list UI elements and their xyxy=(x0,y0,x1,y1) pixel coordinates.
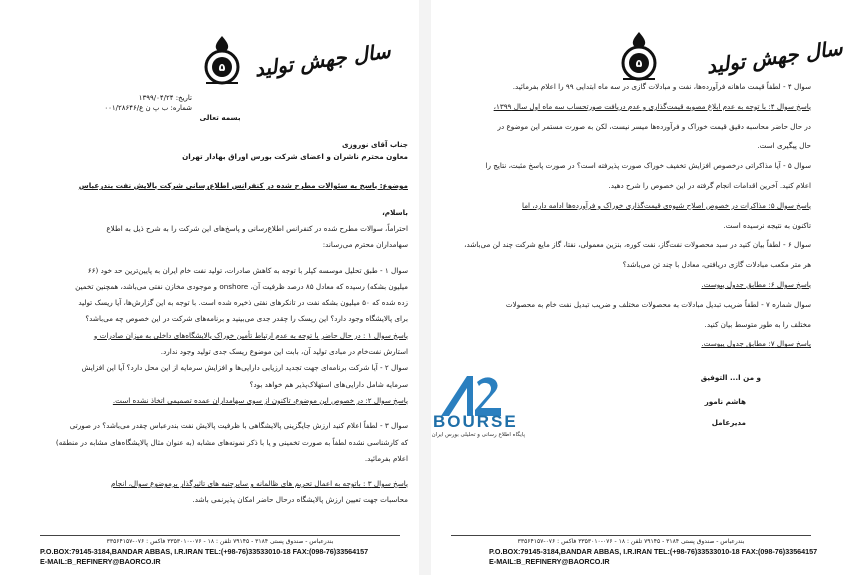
body-line: سوال شماره ۷ - لطفاً ضریب تبدیل مبادلات به محصولات مختلف و ضریب تبدیل نفت خام به محصولات xyxy=(505,299,811,309)
footer-po-box: P.O.BOX:79145-3184,BANDAR ABBAS, I.R.IRAN TEL:(+98-76)33533010-18 FAX:(098-76)33564157 xyxy=(40,547,369,556)
letter-number: شماره: ب پ ن ع/۰۰۱/۲۸۶۴۶ xyxy=(104,104,192,112)
svg-text:۵: ۵ xyxy=(635,57,643,70)
body-line: سوال ۳ - لطفاً اعلام کنید ارزش جایگزینی پالایشگاهی با ظرفیت پالایش نفت بندرعباس چقدر می‌باشد؟ در صورتی xyxy=(69,421,408,431)
body-line: پاسخ سوال ۶: مطابق جدول پیوست. xyxy=(701,280,811,289)
bourse-caption: پایگاه اطلاع رسانی و تحلیلی بورس ایران xyxy=(431,432,525,438)
body-line: تاکنون به نتیجه نرسیده است. xyxy=(723,220,811,230)
body-line: مختلف را به طور متوسط بیان کنید. xyxy=(704,319,811,329)
body-line: هر متر مکعب مبادلات گازی دریافتی، معادل با چند تن می‌باشد؟ xyxy=(622,260,811,270)
body-line: اعلام بفرمائید. xyxy=(364,453,408,463)
body-line: که کارشناسی نشده لطفاً به صورت تخمینی و یا با ذکر نمونه‌های مشابه (به عنوان مثال پالایشگاه‌های مشابه در منطقه) xyxy=(55,437,408,447)
addressee-name: جناب آقای نوروزی xyxy=(341,140,408,149)
body-line: سوال ۱ - طبق تحلیل موسسه کپلر با توجه به کاهش صادرات، تولید نفت خام ایران به پایین‌ترین حد خود (۶۶ xyxy=(87,265,408,275)
letter-page-1 xyxy=(20,0,419,575)
body-line: سهامداران محترم می‌رساند: xyxy=(322,240,408,250)
greeting: باسلام، xyxy=(382,208,408,217)
body-line: پاسخ سوال ۳ : باتوجه به اعمال تحریم های ظالمانه و سایرجنبه های تاثیرگذار برموضوع سوال، انجام xyxy=(111,479,408,489)
body-line: سوال ۵ - آیا مذاکراتی درخصوص افزایش تخفیف خوراک صورت پذیرفته است؟ در صورت پاسخ مثبت، نتایج را xyxy=(485,161,811,171)
footer-divider xyxy=(40,535,400,536)
body-line: زده شده که ۵۰ میلیون بشکه نفت در تانکرهای نفتی ذخیره شده است. با توجه به این گزارش‌ها، آیا ریسک تولید xyxy=(78,298,408,308)
letter-page-2 xyxy=(431,0,844,575)
footer-persian-address: بندرعباس - صندوق پستی ۳۱۸۴ - ۷۹۱۴۵ تلفن : ۱۸ - ۰۷۶-۳۳۵۳۰۱۰ فاکس : ۰۷۶-۳۳۵۶۴۱۵۷ xyxy=(106,538,334,545)
slogan-logo-text: سال جهش تولید xyxy=(252,38,392,82)
footer-po-box: P.O.BOX:79145-3184,BANDAR ABBAS, I.R.IRAN TEL:(+98-76)33533010-18 FAX:(098-76)33564157 xyxy=(489,547,818,556)
refinery-emblem-icon xyxy=(200,34,244,86)
page-gutter xyxy=(419,0,431,575)
body-line: پاسخ سوال ۲: در خصوص این موضوع، تاکنون از سوی سهامداران عمده تصمیمی اتخاذ نشده است. xyxy=(112,395,408,405)
refinery-emblem-icon xyxy=(617,30,661,82)
footer-divider xyxy=(451,535,811,536)
body-line: احتراماً، سوالات مطرح شده در کنفرانس اطلاع‌رسانی و پاسخ‌های این شرکت را به شرح ذیل به اطلاع xyxy=(106,224,408,233)
body-line: سوال ۶ - لطفاً بیان کنید در سبد محصولات نفت‌گاز، نفت کوره، بنزین معمولی، نفتا، گاز مایع شرکت چند لن می‌باشد، xyxy=(464,240,811,250)
body-line: پاسخ سوال ۱ : در حال حاضر با توجه به عدم ارتباط تأمین خوراک پالایشگاه‌های داخلی به میزان صادرات و xyxy=(93,330,408,340)
body-line: پاسخ سوال ۵: مذاکرات در خصوص اصلاح شیوه‌ی قیمت‌گذاری خوراک و فرآورده‌ها ادامه دارد، اما xyxy=(522,200,811,210)
slogan-logo-text: سال جهش تولید xyxy=(704,35,844,79)
body-line: میلیون بشکه) رسیده که معادل ۸۵ درصد ظرفیت آن، onshore و موجودی مخازن نفتی می‌باشد، همچنین تخمین xyxy=(75,281,408,291)
body-line: استارش نفت‌خام در مبادی تولید آن، بابت این موضوع ریسک جدی تولید وجود ندارد. xyxy=(160,347,408,357)
body-line: پاسخ سوال ۷: مطابق جدول پیوست. xyxy=(701,339,811,349)
body-line: محاسبات جهت تعیین ارزش پالایشگاه درحال حاضر امکان پذیرنمی باشد. xyxy=(192,495,408,505)
body-line: سوال ۴ - لطفاً قیمت ماهانه فرآورده‌ها، نفت و مبادلات گازی در سه ماه ابتدایی ۹۹ را اعلام بفرمائید. xyxy=(512,82,811,91)
signer-name: هاشم نامور xyxy=(704,397,746,406)
footer-persian-address: بندرعباس - صندوق پستی ۳۱۸۴ - ۷۹۱۴۵ تلفن : ۱۸ - ۰۷۶-۳۳۵۳۰۱۰ فاکس : ۰۷۶-۳۳۵۶۴۱۵۷ xyxy=(517,538,745,545)
svg-text:۵: ۵ xyxy=(218,61,226,74)
footer-email: E-MAIL:B_REFINERY@BAORCO.IR xyxy=(40,557,161,566)
body-line: پاسخ سوال ۴: با توجه به عدم ابلاغ مصوبه قیمت‌گذاری و عدم دریافت صورتحساب سه ماه اول سال ۱۳۹۹، xyxy=(493,101,811,111)
body-line: حال پیگیری است. xyxy=(757,141,811,151)
body-line: سوال ۲ - آیا شرکت برنامه‌ای جهت تجدید ارزیابی دارایی‌ها و افزایش سرمایه از این محل دارد؟ آیا این افزایش xyxy=(81,363,408,373)
letter-subject: موضوع: پاسخ به سئوالات مطرح شده در کنفرانس اطلاع‌رسانی شرکت پالایش نفت بندرعباس xyxy=(78,181,408,190)
bourse-wordmark: BOURSE xyxy=(433,412,518,431)
bismillah-heading: بسمه تعالی xyxy=(199,113,241,122)
body-line: سرمایه شامل دارایی‌های استهلاک‌پذیر هم خواهد بود؟ xyxy=(249,379,408,389)
body-line: برای پالایشگاه وجود دارد؟ این ریسک را چقدر جدی می‌بینید و برنامه‌های شرکت در این خصوص چه می‌باشد؟ xyxy=(85,314,408,324)
closing-phrase: و من ا... التوفیق xyxy=(700,373,761,382)
letter-date: تاریخ: ۱۳۹۹/۰۴/۲۴ xyxy=(138,94,192,102)
signer-title: مدیرعامل xyxy=(711,418,746,427)
body-line: در حال حاضر محاسبه دقیق قیمت خوراک و فرآورده‌ها میسر نیست، لکن به صورت مستمر این موضوع در xyxy=(497,121,811,131)
footer-email: E-MAIL:B_REFINERY@BAORCO.IR xyxy=(489,557,610,566)
body-line: اعلام کنید. آخرین اقدامات انجام گرفته در این خصوص را شرح دهید. xyxy=(608,181,811,190)
addressee-title: معاون محترم ناشران و اعضای شرکت بورس اوراق بهادار تهران xyxy=(182,152,408,161)
